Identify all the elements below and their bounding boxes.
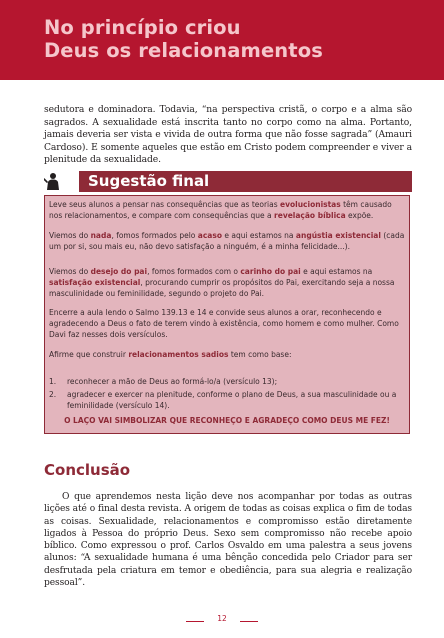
text-run: e aqui estamos na [300,267,373,276]
highlight-angustia-existencial: angústia existencial [295,231,381,240]
list-item [49,376,405,387]
title-line-1: No princípio criou [44,16,241,39]
list-item-number: 2. [49,390,57,399]
list-item [49,389,405,411]
list-item-text: reconhecer a mão de Deus ao formá-lo/a (versículo 13); [67,377,278,386]
page-header [0,0,444,80]
highlight-carinho-do-pai: carinho do pai [240,267,301,276]
highlight-evolucionistas: evolucionistas [280,200,341,209]
sugestao-paragraph-5 [49,349,405,360]
highlight-relacionamentos-sadios: relacionamentos sadios [128,350,229,359]
text-run: , fomos formados com o [147,267,241,276]
footer-divider-right [240,621,258,622]
sugestao-header-bar [79,171,412,192]
person-pointing-icon [44,172,60,190]
text-run: e aqui estamos na [221,231,296,240]
text-run: Afirme que construir [49,350,129,359]
title-line-2: Deus os relacionamentos [44,39,323,62]
intro-paragraph: sedutora e dominadora. Todavia, “na perspectiva cristã, o corpo e a alma são sagrados. A sexualidade está inscrita tanto no corpo como na alma. Portanto, jamais deveria ser vista e vivida de outra forma que não fosse sagrada” (Amauri Cardoso). E somente aqueles que estão em Cristo podem compreender e viver a plenitude da sexualidade. [44,104,412,166]
sugestao-paragraph-4: Encerre a aula lendo o Salmo 139.13 e 14 e convide seus alunos a orar, reconhecendo e agradecendo a Deus o fato de terem vindo à existência, como homem e como mulher. Como Davi faz nesses dois versículos. [49,308,399,339]
text-run: Leve seus alunos a pensar nas consequências que as teorias [49,200,281,209]
highlight-nada: nada [90,231,112,240]
sugestao-final-statement: O LAÇO VAI SIMBOLIZAR QUE RECONHEÇO E AGRADEÇO COMO DEUS ME FEZ! [64,416,390,425]
highlight-satisfacao-existencial: satisfação existencial [49,278,141,287]
highlight-desejo-do-pai: desejo do pai [90,267,148,276]
text-run: Viemos do [49,231,91,240]
text-run: têm causado nos relacionamentos, e compare com consequências que a [49,200,392,220]
text-run: tem como base: [228,350,292,359]
sugestao-paragraph-1 [49,199,405,221]
sugestao-title: Sugestão final [88,172,210,190]
page-title [44,16,323,62]
text-run: , fomos formados pelo [111,231,198,240]
footer-divider-left [186,621,204,622]
text-run: Viemos do [49,267,91,276]
sugestao-paragraph-3 [49,266,405,299]
text-run: , procurando cumprir os propósitos do Pai, exercitando seja a nossa masculinidade ou feminilidade, segundo o projeto do Pai. [49,278,395,298]
text-run: expõe. [345,211,374,220]
highlight-revelacao-biblica: revelação bíblica [274,211,346,220]
highlight-acaso: acaso [197,231,222,240]
sugestao-box [44,195,410,434]
text-run: (cada um por si, sou mais eu, não devo satisfação a ninguém, é a minha felicidade...). [49,231,405,251]
conclusao-paragraph: O que aprendemos nesta lição deve nos acompanhar por todas as outras lições até o final desta revista. A origem de todas as coisas explica o fim de todas as coisas. Sexualidade, relacionamentos e compromisso estão diretamente ligados à Pessoa do próprio Deus. Sexo sem compromisso não recebe apoio bíblico. Como expressou o prof. Carlos Osvaldo em uma palestra a seus jovens alunos: “A sexualidade humana é uma bênção concedida pelo Criador para ser desfrutada pela criatura em temor e obediência, para sua alegria e realização pessoal”. [44,492,412,589]
list-item-number: 1. [49,377,57,386]
sugestao-paragraph-2 [49,230,405,252]
conclusao-title: Conclusão [44,461,131,479]
list-item-text: agradecer e exercer na plenitude, conforme o plano de Deus, a sua masculinidade ou a feminilidade (versículo 14). [67,390,397,410]
page-number: 12 [217,614,227,623]
